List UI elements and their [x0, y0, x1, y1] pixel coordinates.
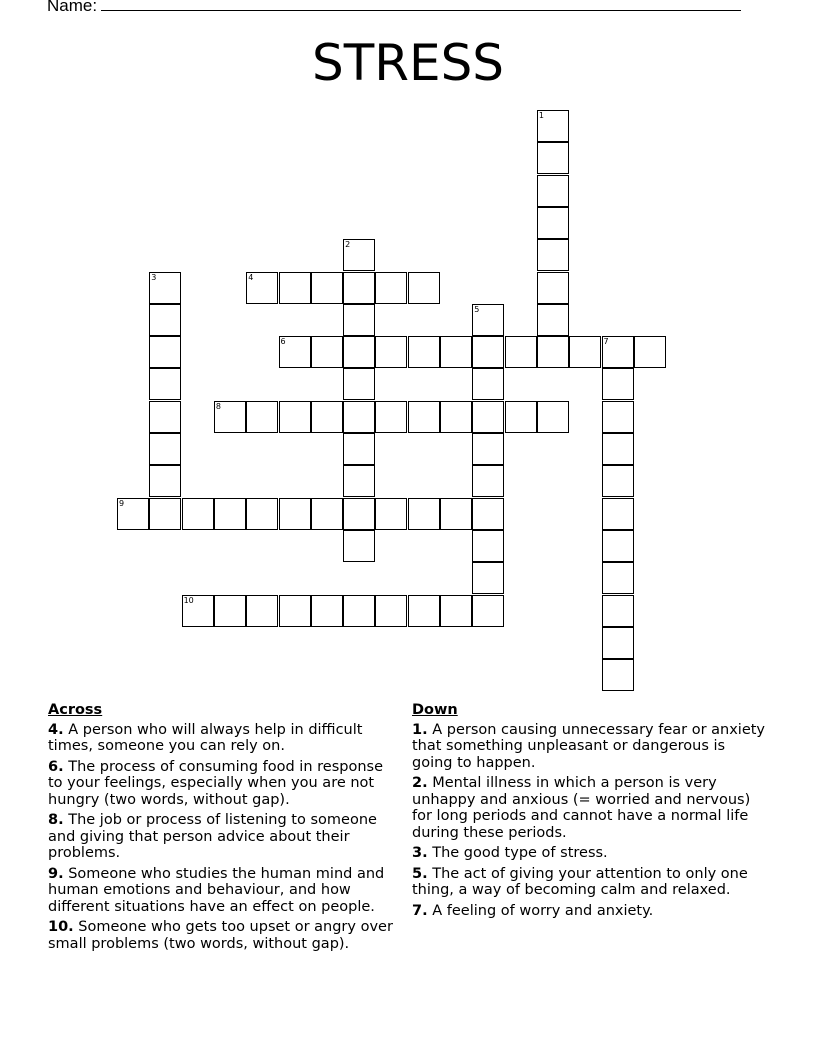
grid-cell[interactable] — [149, 433, 181, 465]
grid-cell[interactable] — [537, 401, 569, 433]
grid-cell[interactable] — [149, 336, 181, 368]
grid-cell[interactable] — [343, 304, 375, 336]
clue-down-7 — [412, 903, 767, 920]
grid-cell[interactable] — [343, 465, 375, 497]
page-title: STRESS — [311, 34, 505, 92]
grid-cell[interactable] — [343, 433, 375, 465]
clue-text: A person who will always help in difficult times, someone you can rely on. — [48, 721, 363, 754]
down-clues — [412, 702, 767, 923]
clue-text: The process of consuming food in response to your feelings, especially when you are not hungry (two words, without gap). — [48, 758, 383, 808]
grid-cell[interactable] — [343, 336, 375, 368]
grid-cell[interactable] — [279, 401, 311, 433]
clue-text: Someone who gets too upset or angry over small problems (two words, without gap). — [48, 919, 393, 952]
grid-cell[interactable] — [440, 336, 472, 368]
grid-cell[interactable] — [472, 368, 504, 400]
grid-cell[interactable] — [343, 368, 375, 400]
clue-number: 7. — [412, 902, 428, 919]
grid-cell[interactable] — [311, 272, 343, 304]
clue-text: Someone who studies the human mind and human emotions and behaviour, and how different situations have an effect on people. — [48, 865, 385, 915]
grid-cell[interactable] — [472, 530, 504, 562]
clue-number: 3. — [412, 845, 428, 861]
clue-number: 8. — [48, 812, 64, 828]
grid-cell[interactable] — [440, 595, 472, 627]
across-clues — [48, 702, 398, 956]
grid-cell[interactable] — [343, 239, 375, 271]
grid-cell[interactable] — [472, 401, 504, 433]
grid-cell[interactable] — [149, 401, 181, 433]
grid-cell[interactable] — [214, 498, 246, 530]
cell-number: 9 — [119, 498, 125, 508]
clue-across-8 — [48, 812, 398, 862]
grid-cell[interactable] — [117, 498, 149, 530]
grid-cell[interactable] — [537, 110, 569, 142]
grid-cell[interactable] — [408, 595, 440, 627]
grid-cell[interactable] — [602, 433, 634, 465]
clue-number: 4. — [48, 721, 64, 738]
grid-cell[interactable] — [311, 498, 343, 530]
clue-number: 2. — [412, 775, 428, 791]
name-label: Name: — [47, 0, 98, 15]
grid-cell[interactable] — [537, 239, 569, 271]
grid-cell[interactable] — [214, 401, 246, 433]
across-heading: Across — [48, 702, 103, 718]
grid-cell[interactable] — [246, 595, 278, 627]
cell-number: 2 — [345, 240, 351, 250]
grid-cell[interactable] — [440, 401, 472, 433]
grid-cell[interactable] — [343, 595, 375, 627]
grid-cell[interactable] — [408, 498, 440, 530]
grid-cell[interactable] — [246, 498, 278, 530]
grid-cell[interactable] — [149, 272, 181, 304]
grid-cell[interactable] — [602, 465, 634, 497]
cell-number: 6 — [280, 337, 286, 347]
clue-down-1 — [412, 722, 767, 772]
grid-cell[interactable] — [602, 401, 634, 433]
grid-cell[interactable] — [602, 659, 634, 691]
grid-cell[interactable] — [246, 272, 278, 304]
clue-text: The good type of stress. — [432, 845, 608, 861]
grid-cell[interactable] — [602, 336, 634, 368]
clue-number: 1. — [412, 721, 428, 738]
cell-number: 5 — [474, 304, 480, 314]
grid-cell[interactable] — [472, 336, 504, 368]
clue-number: 6. — [48, 758, 64, 775]
grid-cell[interactable] — [472, 595, 504, 627]
cell-number: 8 — [215, 401, 221, 411]
grid-cell[interactable] — [602, 498, 634, 530]
grid-cell[interactable] — [472, 433, 504, 465]
clue-down-5 — [412, 866, 767, 899]
clue-across-9 — [48, 866, 398, 916]
grid-cell[interactable] — [440, 498, 472, 530]
cell-number: 3 — [151, 272, 157, 282]
grid-cell[interactable] — [311, 595, 343, 627]
clue-across-10 — [48, 919, 398, 952]
grid-cell[interactable] — [602, 595, 634, 627]
down-heading: Down — [412, 702, 458, 718]
grid-cell[interactable] — [505, 401, 537, 433]
clue-number: 5. — [412, 865, 428, 882]
grid-cell[interactable] — [537, 207, 569, 239]
grid-cell[interactable] — [537, 175, 569, 207]
grid-cell[interactable] — [375, 401, 407, 433]
grid-cell[interactable] — [149, 304, 181, 336]
grid-cell[interactable] — [343, 498, 375, 530]
grid-cell[interactable] — [505, 336, 537, 368]
grid-cell[interactable] — [408, 336, 440, 368]
grid-cell[interactable] — [279, 595, 311, 627]
grid-cell[interactable] — [375, 595, 407, 627]
cell-number: 4 — [248, 272, 254, 282]
grid-cell[interactable] — [537, 336, 569, 368]
clue-text: The job or process of listening to someone and giving that person advice about their problems. — [48, 812, 377, 861]
grid-cell[interactable] — [472, 465, 504, 497]
grid-cell[interactable] — [343, 272, 375, 304]
grid-cell[interactable] — [375, 272, 407, 304]
clue-number: 9. — [48, 865, 64, 882]
clue-text: A person causing unnecessary fear or anxiety that something unpleasant or dangerous is going to happen. — [412, 721, 766, 771]
grid-cell[interactable] — [408, 272, 440, 304]
grid-cell[interactable] — [634, 336, 666, 368]
grid-cell[interactable] — [149, 368, 181, 400]
grid-cell[interactable] — [311, 401, 343, 433]
grid-cell[interactable] — [602, 368, 634, 400]
clue-across-4 — [48, 722, 398, 755]
grid-cell[interactable] — [182, 498, 214, 530]
grid-cell[interactable] — [537, 304, 569, 336]
grid-cell[interactable] — [149, 498, 181, 530]
grid-cell[interactable] — [602, 562, 634, 594]
grid-cell[interactable] — [569, 336, 601, 368]
grid-cell[interactable] — [537, 142, 569, 174]
grid-cell[interactable] — [279, 272, 311, 304]
grid-cell[interactable] — [149, 465, 181, 497]
grid-cell[interactable] — [375, 498, 407, 530]
grid-cell[interactable] — [343, 401, 375, 433]
grid-cell[interactable] — [343, 530, 375, 562]
clue-text: A feeling of worry and anxiety. — [432, 902, 654, 919]
grid-cell[interactable] — [182, 595, 214, 627]
grid-cell[interactable] — [279, 336, 311, 368]
grid-cell[interactable] — [311, 336, 343, 368]
grid-cell[interactable] — [472, 562, 504, 594]
grid-cell[interactable] — [602, 530, 634, 562]
grid-cell[interactable] — [472, 498, 504, 530]
clue-text: The act of giving your attention to only one thing, a way of becoming calm and relaxed. — [412, 865, 748, 898]
clue-down-2 — [412, 775, 767, 841]
cell-number: 7 — [603, 337, 609, 347]
clue-down-3 — [412, 845, 767, 862]
clue-across-6 — [48, 759, 398, 809]
grid-cell[interactable] — [279, 498, 311, 530]
grid-cell[interactable] — [408, 401, 440, 433]
clue-number: 10. — [48, 919, 74, 935]
grid-cell[interactable] — [472, 304, 504, 336]
grid-cell[interactable] — [537, 272, 569, 304]
grid-cell[interactable] — [602, 627, 634, 659]
cell-number: 1 — [538, 111, 544, 120]
cell-number: 10 — [183, 595, 194, 605]
grid-cell[interactable] — [246, 401, 278, 433]
clue-text: Mental illness in which a person is very unhappy and anxious (= worried and nervous) for long periods and cannot have a normal life during these periods. — [412, 775, 751, 841]
grid-cell[interactable] — [214, 595, 246, 627]
grid-cell[interactable] — [375, 336, 407, 368]
